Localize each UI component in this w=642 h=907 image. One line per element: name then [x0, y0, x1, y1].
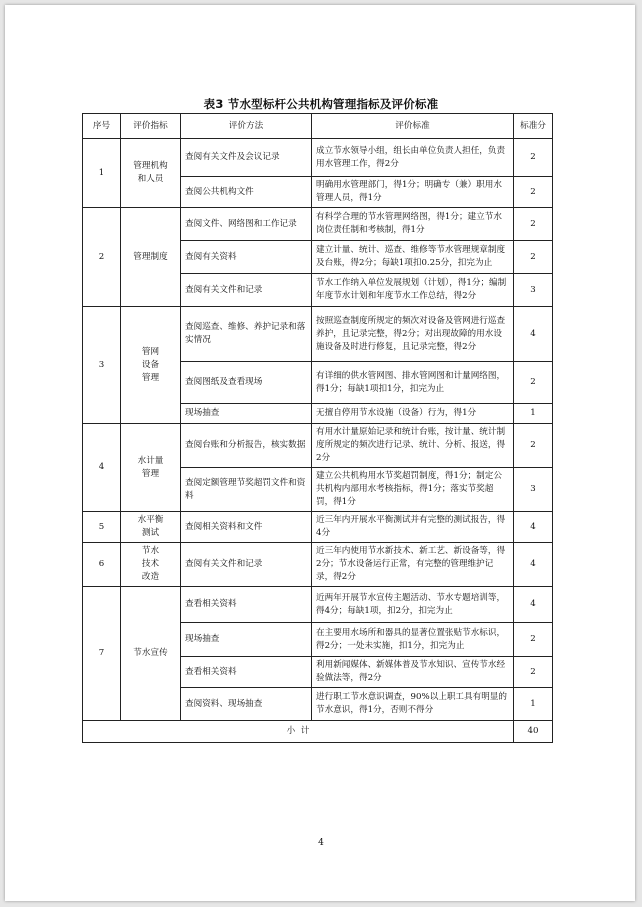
score-cell: 2: [514, 362, 553, 404]
subtotal-value: 40: [514, 721, 553, 743]
method-cell: 查阅台账和分析报告，核实数据: [181, 424, 312, 468]
score-cell: 4: [514, 307, 553, 362]
row-number-cell: 3: [83, 307, 121, 424]
row-number-cell: 5: [83, 512, 121, 543]
score-cell: 2: [514, 208, 553, 241]
standard-cell: 有详细的供水管网图、排水管网图和计量网络图，得1分；每缺1项扣1分，扣完为止: [312, 362, 514, 404]
score-cell: 2: [514, 139, 553, 177]
score-cell: 4: [514, 543, 553, 587]
indicator-cell: 水计量 管理: [121, 424, 181, 512]
subtotal-row: [83, 721, 553, 743]
standard-cell: 近两年开展节水宣传主题活动、节水专题培训等，得4分；每缺1项，扣2分，扣完为止: [312, 587, 514, 623]
method-cell: 查阅有关文件和记录: [181, 543, 312, 587]
indicator-cell: 管理制度: [121, 208, 181, 307]
method-cell: 现场抽查: [181, 623, 312, 657]
standard-cell: 利用新闻媒体、新媒体普及节水知识、宣传节水经验做法等，得2分: [312, 657, 514, 688]
method-cell: 查阅有关资料: [181, 241, 312, 274]
standard-cell: 建立计量、统计、巡查、维修等节水管理规章制度及台账，得2分；每缺1项扣0.25分，扣完为止: [312, 241, 514, 274]
score-cell: 3: [514, 468, 553, 512]
header-indicator: 评价指标: [121, 114, 181, 139]
row-number-cell: 7: [83, 587, 121, 721]
method-cell: 查阅图纸及查看现场: [181, 362, 312, 404]
table-row: [83, 208, 553, 241]
score-cell: 2: [514, 657, 553, 688]
method-cell: 查阅文件、网络图和工作记录: [181, 208, 312, 241]
indicator-cell: 节水 技术 改造: [121, 543, 181, 587]
header-score: 标准分: [514, 114, 553, 139]
standard-cell: 有用水计量原始记录和统计台账，按计量、统计制度所规定的频次进行记录、统计、分析、报送，得2分: [312, 424, 514, 468]
method-cell: 查阅资料、现场抽查: [181, 688, 312, 721]
score-cell: 3: [514, 274, 553, 307]
score-cell: 2: [514, 241, 553, 274]
indicator-cell: 管理机构 和人员: [121, 139, 181, 208]
table-row: [83, 543, 553, 587]
standard-cell: 建立公共机构用水节奖超罚制度，得1分；制定公共机构内部用水考核指标，得1分；落实节奖超罚，得1分: [312, 468, 514, 512]
row-number-cell: 6: [83, 543, 121, 587]
header-standard: 评价标准: [312, 114, 514, 139]
standard-cell: 成立节水领导小组，组长由单位负责人担任，负责用水管理工作，得2分: [312, 139, 514, 177]
standard-cell: 在主要用水场所和器具的显著位置张贴节水标识，得2分；一处未实施，扣1分，扣完为止: [312, 623, 514, 657]
score-cell: 4: [514, 512, 553, 543]
table-row: [83, 512, 553, 543]
table-row: [83, 307, 553, 362]
evaluation-table: [82, 113, 553, 743]
method-cell: 查看相关资料: [181, 587, 312, 623]
table-row: [83, 587, 553, 623]
method-cell: 查阅定额管理节奖超罚文件和资料: [181, 468, 312, 512]
table-title: 表3 节水型标杆公共机构管理指标及评价标准: [203, 97, 439, 111]
method-cell: 现场抽查: [181, 404, 312, 424]
standard-cell: 无擅自停用节水设施（设备）行为，得1分: [312, 404, 514, 424]
standard-cell: 进行职工节水意识调查，90%以上职工具有明显的节水意识，得1分，否则不得分: [312, 688, 514, 721]
method-cell: 查阅有关文件和记录: [181, 274, 312, 307]
standard-cell: 近三年内使用节水新技术、新工艺、新设备等，得2分；节水设备运行正常，有完整的管理维护记录，得2分: [312, 543, 514, 587]
table-row: [83, 139, 553, 177]
method-cell: 查阅公共机构文件: [181, 177, 312, 208]
row-number-cell: 2: [83, 208, 121, 307]
standard-cell: 按照巡查制度所规定的频次对设备及管网进行巡查养护，且记录完整，得2分；对出现故障的用水设施设备及时进行修复，且记录完整，得2分: [312, 307, 514, 362]
method-cell: 查阅相关资料和文件: [181, 512, 312, 543]
row-number-cell: 1: [83, 139, 121, 208]
score-cell: 4: [514, 587, 553, 623]
method-cell: 查阅巡查、维修、养护记录和落实情况: [181, 307, 312, 362]
row-number-cell: 4: [83, 424, 121, 512]
subtotal-label: 小 计: [83, 721, 514, 743]
standard-cell: 近三年内开展水平衡测试并有完整的测试报告，得4分: [312, 512, 514, 543]
page-number: 4: [318, 838, 324, 848]
table-row: [83, 424, 553, 468]
method-cell: 查阅有关文件及会议记录: [181, 139, 312, 177]
standard-cell: 明确用水管理部门，得1分；明确专（兼）职用水管理人员，得1分: [312, 177, 514, 208]
table-body: [83, 139, 553, 743]
standard-cell: 节水工作纳入单位发展规划（计划），得1分；编制年度节水计划和年度节水工作总结，得2分: [312, 274, 514, 307]
indicator-cell: 管网 设备 管理: [121, 307, 181, 424]
table-header-row: [83, 114, 553, 139]
score-cell: 2: [514, 623, 553, 657]
score-cell: 2: [514, 177, 553, 208]
header-method: 评价方法: [181, 114, 312, 139]
score-cell: 1: [514, 688, 553, 721]
standard-cell: 有科学合理的节水管理网络图，得1分；建立节水岗位责任制和考核制，得1分: [312, 208, 514, 241]
score-cell: 2: [514, 424, 553, 468]
header-no: 序号: [83, 114, 121, 139]
indicator-cell: 水平衡 测试: [121, 512, 181, 543]
method-cell: 查看相关资料: [181, 657, 312, 688]
indicator-cell: 节水宣传: [121, 587, 181, 721]
score-cell: 1: [514, 404, 553, 424]
